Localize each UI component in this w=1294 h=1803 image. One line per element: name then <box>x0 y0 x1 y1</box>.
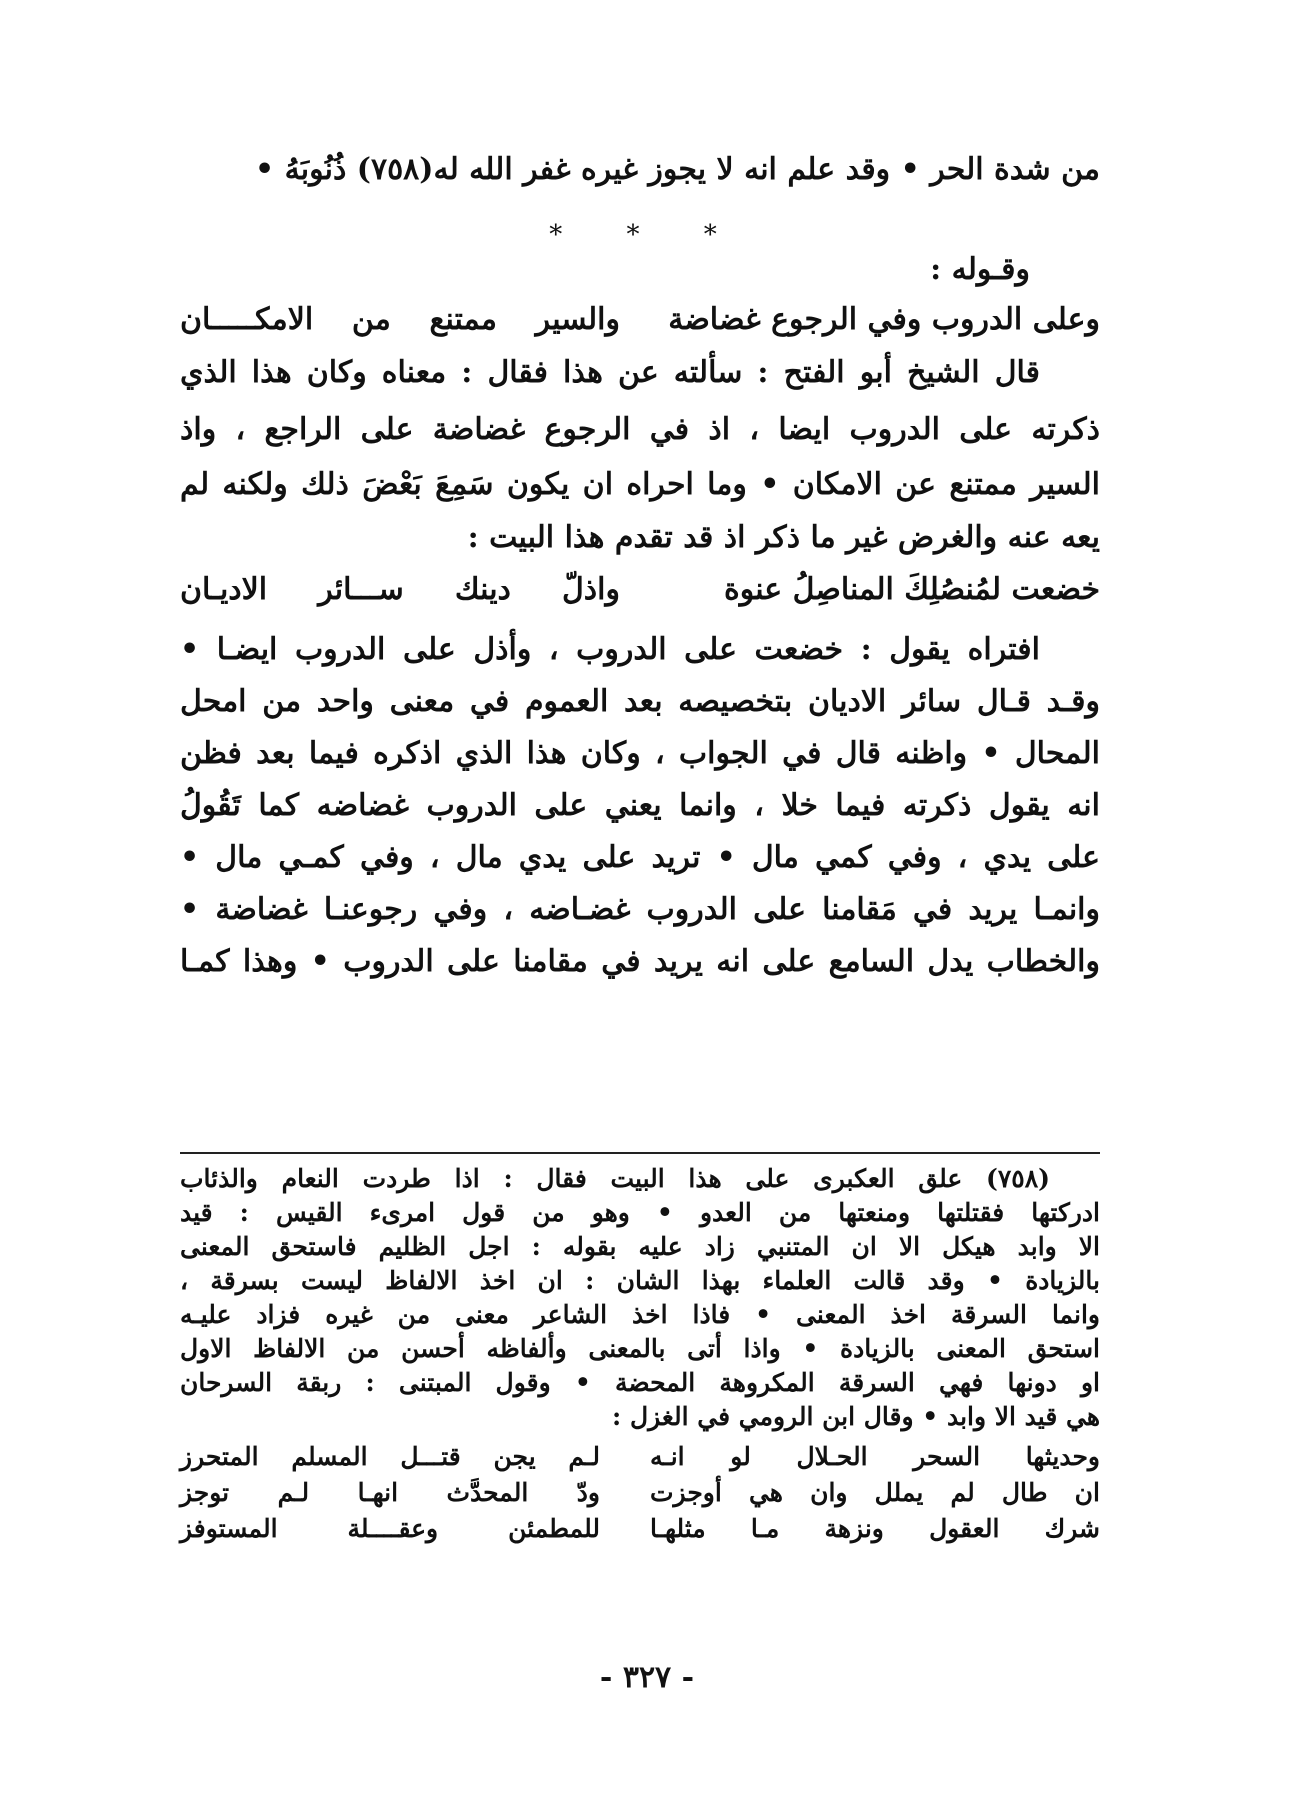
footnote-line-2: ادركتها فقتلتها ومنعتها من العدو • وهو من قول امرىء القيس : قيد <box>180 1198 1100 1227</box>
verse-1 <box>180 300 1100 340</box>
separator-stars: * * * <box>549 220 745 250</box>
verse-1-hemistich-2: والسير ممتنع من الامكـــــان <box>180 302 620 337</box>
footnote-line-4: بالزيادة • وقد قالت العلماء بهذا الشان : ان اخذ الالفاظ ليست بسرقة ، <box>180 1266 1100 1295</box>
verse-2 <box>180 570 1100 610</box>
paragraph-2-line-5: على يدي ، وفي كمي مال • تريد على يدي مال ، وفي كمـي مال • <box>180 840 1100 875</box>
footnote-verse-1-hemistich-1: وحديثها السحر الحـلال لو انـه <box>650 1442 1100 1471</box>
footnote-line-6: استحق المعنى بالزيادة • واذا أتى بالمعنى وألفاظه أحسن من الالفاظ الاول <box>180 1334 1100 1363</box>
footnote-rule <box>180 1152 1100 1154</box>
paragraph-2-line-4: انه يقول ذكرته فيما خلا ، وانما يعني على الدروب غضاضه كما تَقُولُ <box>180 788 1100 823</box>
footnote-verse-1-hemistich-2: لـم يجن قتـــل المسلم المتحرز <box>180 1442 600 1471</box>
paragraph-2-line-3: المحال • واظنه قال في الجواب ، وكان هذا الذي اذكره فيما بعد فظن <box>180 736 1100 771</box>
footnote-line-3: الا وابد هيكل الا ان المتنبي زاد عليه بقوله : اجل الظليم فاستحق المعنى <box>180 1232 1100 1261</box>
verse-1-hemistich-1: وعلى الدروب وفي الرجوع غضاضة <box>668 302 1100 337</box>
verse-2-hemistich-1: خضعت لمُنصُلِكَ المناصِلُ عنوة <box>724 572 1100 607</box>
paragraph-1-line-1: قال الشيخ أبو الفتح : سألته عن هذا فقال : معناه وكان هذا الذي <box>180 355 1040 390</box>
paragraph-2-line-1: افتراه يقول : خضعت على الدروب ، وأذل على الدروب ايضـا • <box>180 632 1040 667</box>
page-number: - ٣٢٧ - <box>599 1660 695 1695</box>
paragraph-1-line-3: السير ممتنع عن الامكان • وما احراه ان يكون سَمِعَ بَعْضَ ذلك ولكنه لم <box>180 467 1100 502</box>
footnote-line-1: (٧٥٨) علق العكبرى على هذا البيت فقال : اذا طردت النعام والذئاب <box>180 1164 1050 1193</box>
footnote-verse-3-hemistich-1: شرك العقول ونزهة مـا مثلهـا <box>650 1514 1100 1543</box>
footnote-verse-2 <box>180 1476 1100 1510</box>
paragraph-1-line-4: يعه عنه والغرض غير ما ذكر اذ قد تقدم هذا البيت : <box>467 520 1100 555</box>
footnote-verse-2-hemistich-2: ودّ المحدَّث انهـا لـم توجز <box>180 1478 600 1507</box>
paragraph-2-line-2: وقـد قـال سائر الاديان بتخصيصه بعد العموم في معنى واحد من امحل <box>180 684 1100 719</box>
verse-2-hemistich-2: واذلّ دينك ســـائر الاديـان <box>180 572 620 607</box>
top-line: من شدة الحر • وقد علم انه لا يجوز غيره غفر الله له(٧٥٨) ذُنُوبَهُ • <box>255 152 1100 187</box>
footnote-verse-3-hemistich-2: للمطمئن وعقــــلة المستوفز <box>180 1514 600 1543</box>
paragraph-1-line-2: ذكرته على الدروب ايضا ، اذ في الرجوع غضاضة على الراجع ، واذ <box>180 412 1100 447</box>
footnote-line-5: وانما السرقة اخذ المعنى • فاذا اخذ الشاعر معنى من غيره فزاد عليـه <box>180 1300 1100 1329</box>
paragraph-2-line-7: والخطاب يدل السامع على انه يريد في مقامنا على الدروب • وهذا كمـا <box>180 944 1100 979</box>
footnote-line-7: او دونها فهي السرقة المكروهة المحضة • وقول المبتنى : ربقة السرحان <box>180 1368 1100 1397</box>
footnote-verse-2-hemistich-1: ان طال لم يملل وان هي أوجزت <box>650 1478 1100 1507</box>
footnote-line-8: هي قيد الا وابد • وقال ابن الرومي في الغزل : <box>612 1402 1100 1431</box>
footnote-verse-3 <box>180 1512 1100 1546</box>
paragraph-2-line-6: وانمـا يريد في مَقامنا على الدروب غضـاضه ، وفي رجوعنـا غضاضة • <box>180 892 1100 927</box>
heading: وقـوله : <box>930 252 1030 287</box>
footnote-verse-1 <box>180 1440 1100 1474</box>
